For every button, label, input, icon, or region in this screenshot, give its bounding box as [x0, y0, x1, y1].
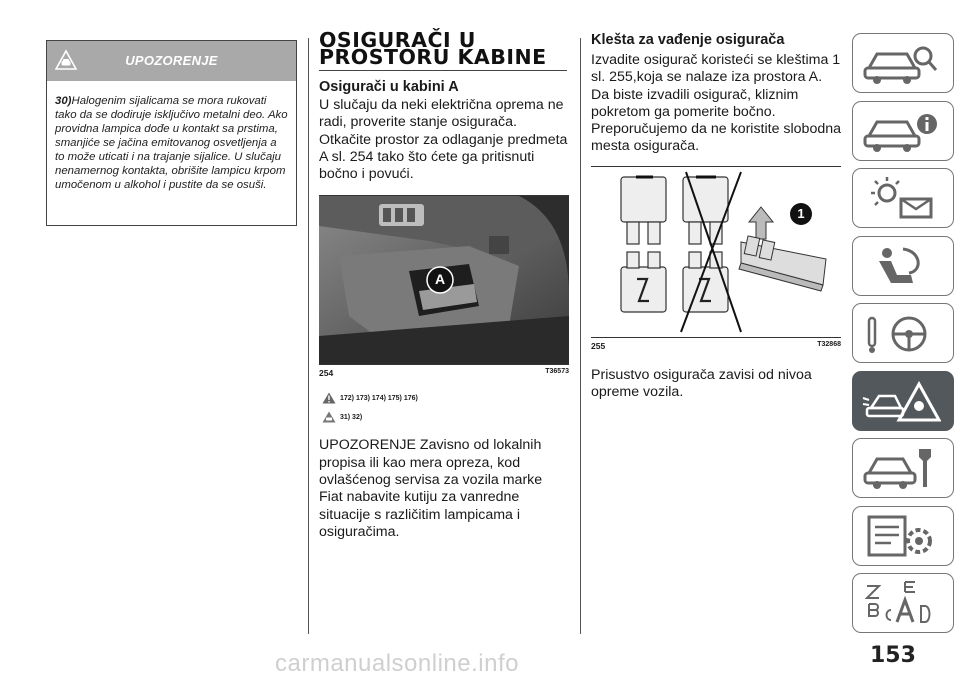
- car-caution-icon: [322, 411, 336, 423]
- tab-car-search[interactable]: [852, 33, 954, 93]
- settings-list-icon: [861, 513, 941, 559]
- cabin-paragraph-2: UPOZORENJE Zavisno od lokalnih propisa ili kao mera opreza, kod ovlašćenog servisa za vozila marke Fiat nabavite kutiju za vanredne situacije s različitim lampicama i osiguračima.: [319, 437, 543, 540]
- tab-settings-list[interactable]: [852, 506, 954, 566]
- tab-steering-wheel[interactable]: [852, 303, 954, 363]
- page-number: 153: [870, 643, 916, 668]
- warning-text: [47, 81, 296, 192]
- warning-body: Halogenim sijalicama se mora rukovati tako da se dodiruje isključivo metalni deo. Ako providna lampica dođe u kontakt sa prstima, smanjiće se jačina emitovanog osvetljenja a to može uticati i na trajanje sijalice. U slučaju nenamernog kontakta, obrišite lampicu krpom umočenom u alkohol i pustite da se osuši.: [55, 95, 288, 191]
- section-title-line1: OSIGURAČI U: [319, 28, 476, 52]
- airbag-seat-icon: [861, 243, 941, 289]
- figure-254-caption: [319, 368, 569, 378]
- tab-airbag-seat[interactable]: [852, 236, 954, 296]
- column-separator: [580, 38, 581, 634]
- warning-refs-text: 172) 173) 174) 175) 176): [340, 394, 418, 402]
- warning-box: [46, 40, 297, 226]
- car-wrench-icon: [861, 445, 941, 491]
- figure-255-code: T32868: [817, 340, 841, 348]
- cabin-paragraph: U slučaju da neki električna oprema ne radi, proverite stanje osigurača. Otkačite prostor za odlaganje predmeta A sl. 254 tako što ćete ga pritisnuti bočno i povući.: [319, 97, 568, 183]
- figure-255-caption: [591, 341, 841, 351]
- figure-255-drawing: [591, 166, 841, 338]
- warning-triangle-icon: [322, 392, 336, 404]
- car-info-icon: [861, 108, 941, 154]
- tab-car-wrench[interactable]: [852, 438, 954, 498]
- right-column: [591, 32, 841, 401]
- pliers-title: Klešta za vađenje osigurača: [591, 32, 785, 48]
- pliers-paragraph-2: Prisustvo osigurača zavisi od nivoa opreme vozila.: [591, 366, 812, 401]
- car-warning-icon: [861, 378, 941, 424]
- warning-header: [47, 41, 296, 81]
- chapter-tabs: [852, 33, 954, 641]
- figure-254-photo: [319, 195, 569, 365]
- fuse-illustration: [591, 167, 841, 337]
- section-title-line2: PROSTORU KABINE: [319, 45, 547, 69]
- tab-car-info[interactable]: [852, 101, 954, 161]
- watermark: carmanualsonline.info: [275, 650, 519, 677]
- section-title-rule: [319, 70, 567, 71]
- figure-254-number: 254: [319, 368, 334, 379]
- column-separator: [308, 38, 309, 634]
- tab-alphabet-index[interactable]: [852, 573, 954, 633]
- caution-refs: [319, 411, 569, 423]
- figure-255-number: 255: [591, 340, 606, 351]
- subsection-title: Osigurači u kabini A: [319, 79, 459, 95]
- warning-ref: 30): [55, 95, 72, 107]
- caution-refs-text: 31) 32): [340, 413, 363, 421]
- middle-column: [319, 28, 569, 541]
- steering-wheel-icon: [861, 310, 941, 356]
- warning-title: UPOZORENJE: [125, 53, 218, 68]
- pliers-paragraph: Izvadite osigurač koristeći se kleštima 1 sl. 255,koja se nalaze iza prostora A. Da biste izvadili osigurač, kliznim pokretom ga pomerite bočno. Preporučujemo da ne koristite slobodna mesta osigurača.: [591, 52, 842, 155]
- car-search-icon: [861, 40, 941, 86]
- tab-dashboard-lights[interactable]: [852, 168, 954, 228]
- callout-a-label: A: [434, 271, 446, 288]
- figure-254-code: T36573: [545, 368, 569, 376]
- tab-car-warning[interactable]: [852, 371, 954, 431]
- dashboard-lights-icon: [861, 175, 941, 221]
- callout-1-label: 1: [797, 205, 805, 221]
- warning-refs: [319, 392, 569, 404]
- alphabet-index-icon: [861, 580, 941, 626]
